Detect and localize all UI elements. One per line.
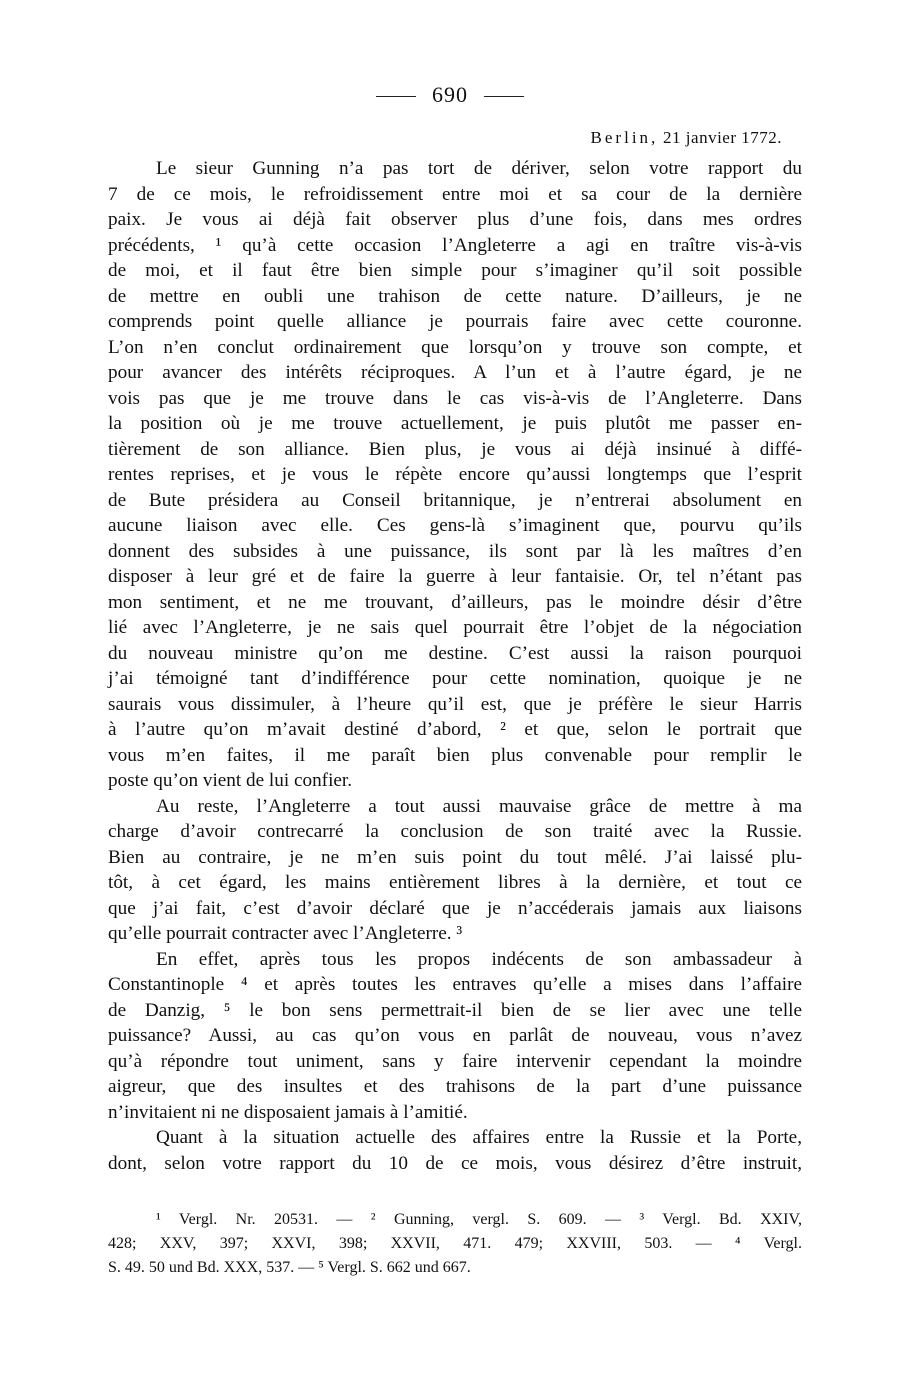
text-line: du nouveau ministre qu’on me destine. C’est aussi la raison pourquoi	[108, 642, 802, 664]
text-line: qu’elle pourrait contracter avec l’Angleterre. ³	[108, 923, 463, 944]
text-line: aigreur, que des insultes et des trahisons de la part d’une puissance	[108, 1076, 802, 1097]
text-line: pour avancer des intérêts réciproques. A l’un et à l’autre égard, je ne	[108, 362, 802, 383]
header-rule-left	[376, 96, 416, 97]
dateline	[591, 128, 782, 148]
page-header	[0, 82, 900, 108]
letter-body	[108, 156, 802, 1176]
text-line: tôt, à cet égard, les mains entièrement libres à la dernière, et tout ce	[108, 872, 802, 893]
text-line: puissance? Aussi, au cas qu’on vous en parlât de nouveau, vous n’avez	[108, 1025, 802, 1046]
text-line: tièrement de son alliance. Bien plus, je vous ai déjà insinué à diffé-	[108, 438, 802, 460]
dateline-place: Berlin,	[590, 128, 659, 147]
footnote-line: ¹ Vergl. Nr. 20531. — ² Gunning, vergl. S. 609. — ³ Vergl. Bd. XXIV,	[156, 1211, 802, 1228]
text-line: En effet, après tous les propos indécents de son ambassadeur à	[156, 948, 802, 970]
text-line: charge d’avoir contrecarré la conclusion de son traité avec la Russie.	[108, 821, 802, 842]
text-line: Le sieur Gunning n’a pas tort de dériver, selon votre rapport du	[156, 158, 802, 179]
footnotes	[108, 1208, 802, 1280]
text-line: disposer à leur gré et de faire la guerre à leur fantaisie. Or, tel n’étant pas	[108, 566, 802, 587]
text-line: rentes reprises, et je vous le répète encore qu’aussi longtemps que l’esprit	[108, 464, 802, 485]
text-line: paix. Je vous ai déjà fait observer plus d’une fois, dans mes ordres	[108, 209, 802, 230]
dateline-date: 21 janvier 1772.	[663, 128, 782, 147]
page-number: 690	[432, 82, 468, 107]
text-line: Constantinople ⁴ et après toutes les entraves qu’elle a mises dans l’affaire	[108, 974, 802, 995]
text-line: L’on n’en conclut ordinairement que lorsqu’on y trouve son compte, et	[108, 336, 802, 358]
text-line: n’invitaient ni ne disposaient jamais à l’amitié.	[108, 1101, 468, 1123]
text-line: vois pas que je me trouve dans le cas vis-à-vis de l’Angleterre. Dans	[108, 387, 802, 409]
text-line: de moi, et il faut être bien simple pour s’imaginer qu’il soit possible	[108, 260, 802, 281]
text-line: donnent des subsides à une puissance, ils sont par là les maîtres d’en	[108, 540, 802, 562]
text-line: la position où je me trouve actuellement, je puis plutôt me passer en-	[108, 413, 802, 434]
text-line: j’ai témoigné tant d’indifférence pour cette nomination, quoique je ne	[108, 668, 802, 689]
footnote-line: S. 49. 50 und Bd. XXX, 537. — ⁵ Vergl. S. 662 und 667.	[108, 1259, 471, 1276]
text-line: de Danzig, ⁵ le bon sens permettrait-il bien de se lier avec une telle	[108, 999, 802, 1021]
text-line: comprends point quelle alliance je pourrais faire avec cette couronne.	[108, 311, 802, 332]
text-line: vous m’en faites, il me paraît bien plus convenable pour remplir le	[108, 744, 802, 766]
text-line: qu’à répondre tout uniment, sans y faire intervenir cependant la moindre	[108, 1050, 802, 1072]
text-line: dont, selon votre rapport du 10 de ce mois, vous désirez d’être instruit,	[108, 1152, 802, 1174]
text-line: lié avec l’Angleterre, je ne sais quel pourrait être l’objet de la négociation	[108, 617, 802, 638]
text-line: mon sentiment, et ne me trouvant, d’ailleurs, pas le moindre désir d’être	[108, 591, 802, 613]
text-line: 7 de ce mois, le refroidissement entre moi et sa cour de la dernière	[108, 183, 802, 205]
header-rule-right	[484, 96, 524, 97]
text-line: précédents, ¹ qu’à cette occasion l’Angleterre a agi en traître vis-à-vis	[108, 234, 802, 256]
text-line: que j’ai fait, c’est d’avoir déclaré que je n’accéderais jamais aux liaisons	[108, 897, 802, 919]
text-line: de Bute présidera au Conseil britannique, je n’entrerai absolument en	[108, 489, 802, 511]
text-line: de mettre en oubli une trahison de cette nature. D’ailleurs, je ne	[108, 285, 802, 307]
text-line: aucune liaison avec elle. Ces gens-là s’imaginent que, pourvu qu’ils	[108, 515, 802, 536]
text-line: Bien au contraire, je ne m’en suis point du tout mêlé. J’ai laissé plu-	[108, 846, 802, 868]
text-line: à l’autre qu’on m’avait destiné d’abord, ² et que, selon le portrait que	[108, 719, 802, 740]
text-line: Au reste, l’Angleterre a tout aussi mauvaise grâce de mettre à ma	[156, 795, 802, 817]
footnote-line: 428; XXV, 397; XXVI, 398; XXVII, 471. 479; XXVIII, 503. — ⁴ Vergl.	[108, 1235, 802, 1252]
text-line: Quant à la situation actuelle des affaires entre la Russie et la Porte,	[156, 1127, 802, 1148]
text-line: poste qu’on vient de lui confier.	[108, 770, 353, 791]
text-line: saurais vous dissimuler, à l’heure qu’il est, que je préfère le sieur Harris	[108, 693, 802, 715]
